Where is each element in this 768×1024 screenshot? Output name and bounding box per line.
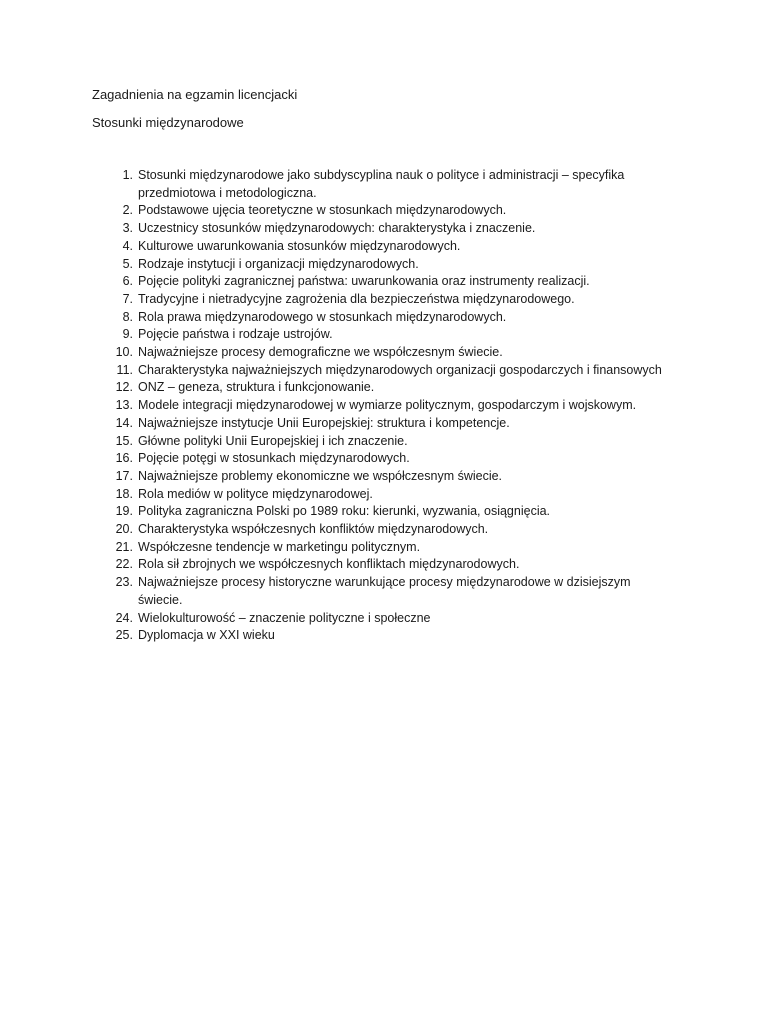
- list-item-number: 10.: [115, 345, 133, 360]
- list-item-number: 7.: [122, 291, 133, 306]
- list-item-number: 15.: [115, 433, 133, 448]
- list-item-text: Rola prawa międzynarodowego w stosunkach międzynarodowych.: [138, 309, 507, 324]
- list-item-text: Uczestnicy stosunków międzynarodowych: charakterystyka i znaczenie.: [138, 221, 536, 236]
- list-item: [113, 627, 673, 645]
- list-item-text: Wielokulturowość – znaczenie polityczne i społeczne: [138, 610, 431, 625]
- list-item-text: Tradycyjne i nietradycyjne zagrożenia dla bezpieczeństwa międzynarodowego.: [138, 291, 575, 306]
- list-item-text: Główne polityki Unii Europejskiej i ich znaczenie.: [138, 433, 408, 448]
- list-item: [113, 379, 673, 397]
- list-item-number: 14.: [115, 415, 133, 430]
- list-item-number: 17.: [115, 468, 133, 483]
- list-item-text: Charakterystyka współczesnych konfliktów międzynarodowych.: [138, 522, 489, 537]
- list-item-text: Pojęcie państwa i rodzaje ustrojów.: [138, 327, 333, 342]
- list-item-number: 8.: [122, 309, 133, 324]
- list-item-number: 22.: [115, 557, 133, 572]
- list-item-number: 12.: [115, 380, 133, 395]
- list-item-number: 16.: [115, 451, 133, 466]
- list-item-number: 20.: [115, 522, 133, 537]
- list-item-text: Pojęcie potęgi w stosunkach międzynarodowych.: [138, 451, 410, 466]
- list-item-text: Najważniejsze procesy historyczne warunkujące procesy międzynarodowe w dzisiejszym świecie.: [138, 575, 631, 607]
- list-item-text: Najważniejsze instytucje Unii Europejskiej: struktura i kompetencje.: [138, 415, 510, 430]
- list-item-number: 18.: [115, 486, 133, 501]
- list-item-number: 4.: [122, 238, 133, 253]
- list-item: [113, 344, 673, 362]
- list-item-number: 3.: [122, 221, 133, 236]
- list-item-text: Stosunki międzynarodowe jako subdyscyplina nauk o polityce i administracji – specyfika przedmiotowa i metodologiczna.: [138, 168, 625, 200]
- list-item-text: Rola mediów w polityce międzynarodowej.: [138, 486, 373, 501]
- list-item: [113, 539, 673, 557]
- list-item-text: Najważniejsze procesy demograficzne we współczesnym świecie.: [138, 345, 503, 360]
- list-item: [113, 273, 673, 291]
- list-item: [113, 238, 673, 256]
- list-item: [113, 574, 673, 609]
- list-item-number: 21.: [115, 539, 133, 554]
- list-item: [113, 309, 673, 327]
- list-item: [113, 415, 673, 433]
- list-item: [113, 486, 673, 504]
- list-item: [113, 556, 673, 574]
- list-item-text: Rola sił zbrojnych we współczesnych konfliktach międzynarodowych.: [138, 557, 520, 572]
- list-item: [113, 291, 673, 309]
- list-item: [113, 468, 673, 486]
- list-item-number: 5.: [122, 256, 133, 271]
- list-item: [113, 256, 673, 274]
- list-item-number: 19.: [115, 504, 133, 519]
- document-title: Zagadnienia na egzamin licencjacki: [92, 87, 298, 102]
- list-item: [113, 503, 673, 521]
- list-item: [113, 167, 673, 202]
- list-item-number: 6.: [122, 274, 133, 289]
- list-item-text: Kulturowe uwarunkowania stosunków międzynarodowych.: [138, 238, 461, 253]
- list-item-number: 1.: [122, 168, 133, 182]
- document-subtitle: Stosunki międzynarodowe: [92, 115, 244, 130]
- list-item-text: Dyplomacja w XXI wieku: [138, 628, 275, 643]
- list-item-text: Charakterystyka najważniejszych międzynarodowych organizacji gospodarczych i finansowych: [138, 362, 662, 377]
- list-item-number: 25.: [115, 628, 133, 643]
- list-item-number: 2.: [122, 203, 133, 218]
- list-item: [113, 610, 673, 628]
- list-item: [113, 202, 673, 220]
- topic-list: [113, 167, 673, 645]
- list-item-number: 13.: [115, 398, 133, 413]
- list-item: [113, 220, 673, 238]
- list-item-text: Polityka zagraniczna Polski po 1989 roku: kierunki, wyzwania, osiągnięcia.: [138, 504, 551, 519]
- list-item: [113, 326, 673, 344]
- list-item-text: Współczesne tendencje w marketingu politycznym.: [138, 539, 421, 554]
- list-item: [113, 397, 673, 415]
- list-item: [113, 433, 673, 451]
- list-item: [113, 521, 673, 539]
- list-item-number: 9.: [122, 327, 133, 342]
- list-item: [113, 450, 673, 468]
- list-item-text: Podstawowe ujęcia teoretyczne w stosunkach międzynarodowych.: [138, 203, 507, 218]
- list-item-number: 23.: [115, 575, 133, 590]
- list-item-text: Najważniejsze problemy ekonomiczne we współczesnym świecie.: [138, 468, 503, 483]
- list-item: [113, 362, 673, 380]
- list-item-number: 24.: [115, 610, 133, 625]
- list-item-text: Rodzaje instytucji i organizacji międzynarodowych.: [138, 256, 419, 271]
- list-item-text: Modele integracji międzynarodowej w wymiarze politycznym, gospodarczym i wojskowym.: [138, 398, 637, 413]
- list-item-text: ONZ – geneza, struktura i funkcjonowanie.: [138, 380, 375, 395]
- list-item-text: Pojęcie polityki zagranicznej państwa: uwarunkowania oraz instrumenty realizacji.: [138, 274, 590, 289]
- list-item-number: 11.: [116, 362, 133, 377]
